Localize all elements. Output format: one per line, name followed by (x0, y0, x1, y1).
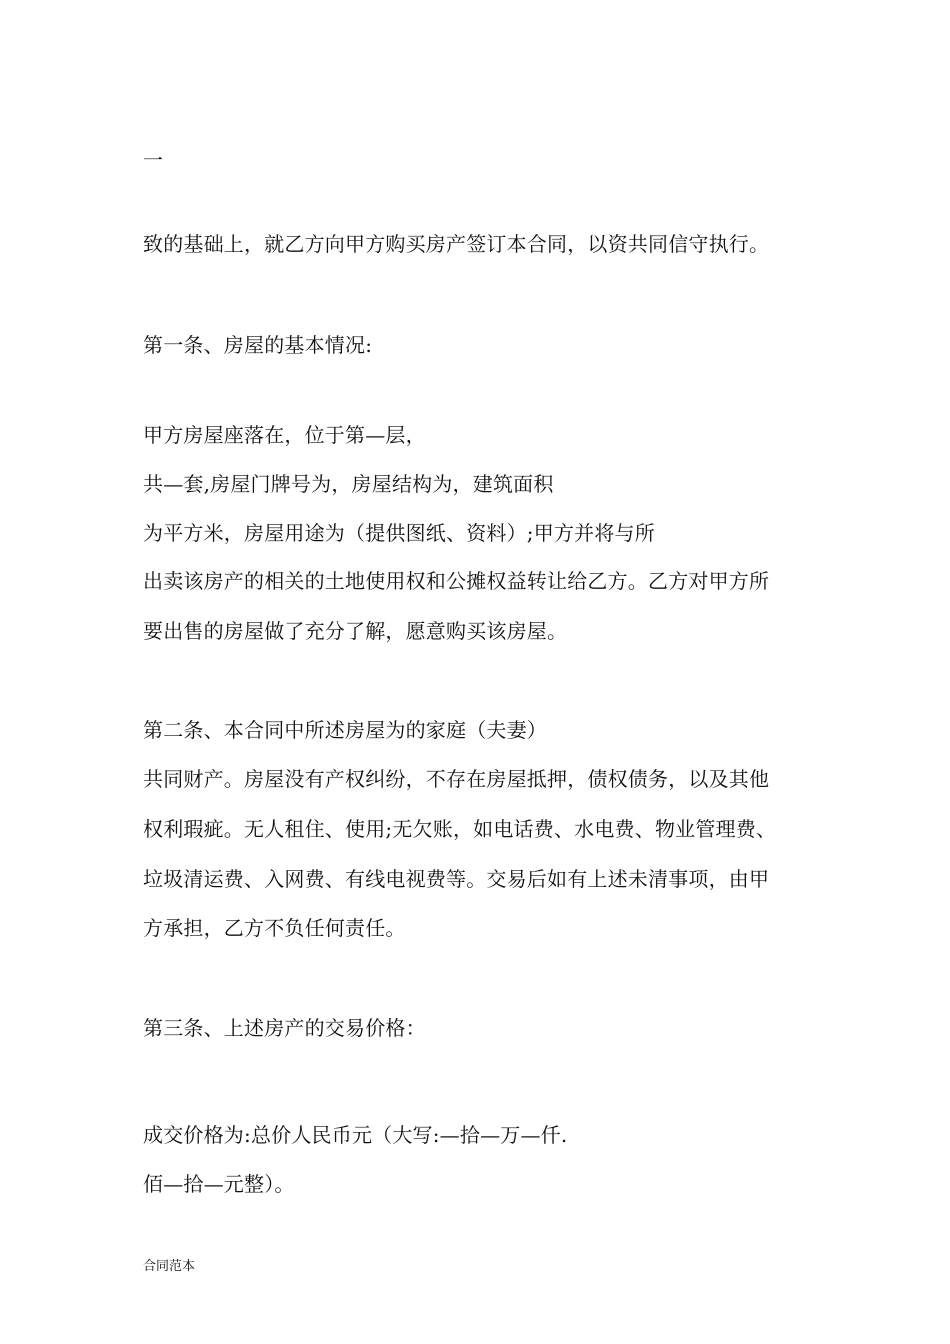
page-footer: 合同范本 (143, 1259, 196, 1274)
text-line: 共—套,房屋门牌号为，房屋结构为，建筑面积 (143, 472, 554, 496)
text-line: 佰—拾—元整）。 (143, 1172, 295, 1196)
text-line: 出卖该房产的相关的土地使用权和公摊权益转让给乙方。乙方对甲方所 (143, 569, 770, 593)
text-line: 甲方房屋座落在，位于第—层， (143, 423, 426, 447)
section-heading: 第二条、本合同中所述房屋为的家庭（夫妻） (143, 718, 547, 742)
text-line: 方承担，乙方不负任何责任。 (143, 916, 406, 940)
text-line: 一 (143, 148, 164, 172)
text-line: 成交价格为:总价人民币元（大写:—拾—万—仟. (143, 1123, 568, 1147)
section-heading: 第三条、上述房产的交易价格： (143, 1016, 426, 1040)
text-line: 垃圾清运费、入网费、有线电视费等。交易后如有上述未清事项，由甲 (143, 867, 770, 891)
text-line: 共同财产。房屋没有产权纠纷，不存在房屋抵押，债权债务，以及其他 (143, 767, 770, 791)
text-line: 权利瑕疵。无人租住、使用;无欠账，如电话费、水电费、物业管理费、 (143, 817, 777, 841)
text-line: 要出售的房屋做了充分了解，愿意购买该房屋。 (143, 619, 568, 643)
text-line: 致的基础上，就乙方向甲方购买房产签订本合同，以资共同信守执行。 (143, 232, 770, 256)
text-line: 为平方米，房屋用途为（提供图纸、资料）;甲方并将与所 (143, 521, 655, 545)
section-heading: 第一条、房屋的基本情况: (143, 333, 373, 357)
